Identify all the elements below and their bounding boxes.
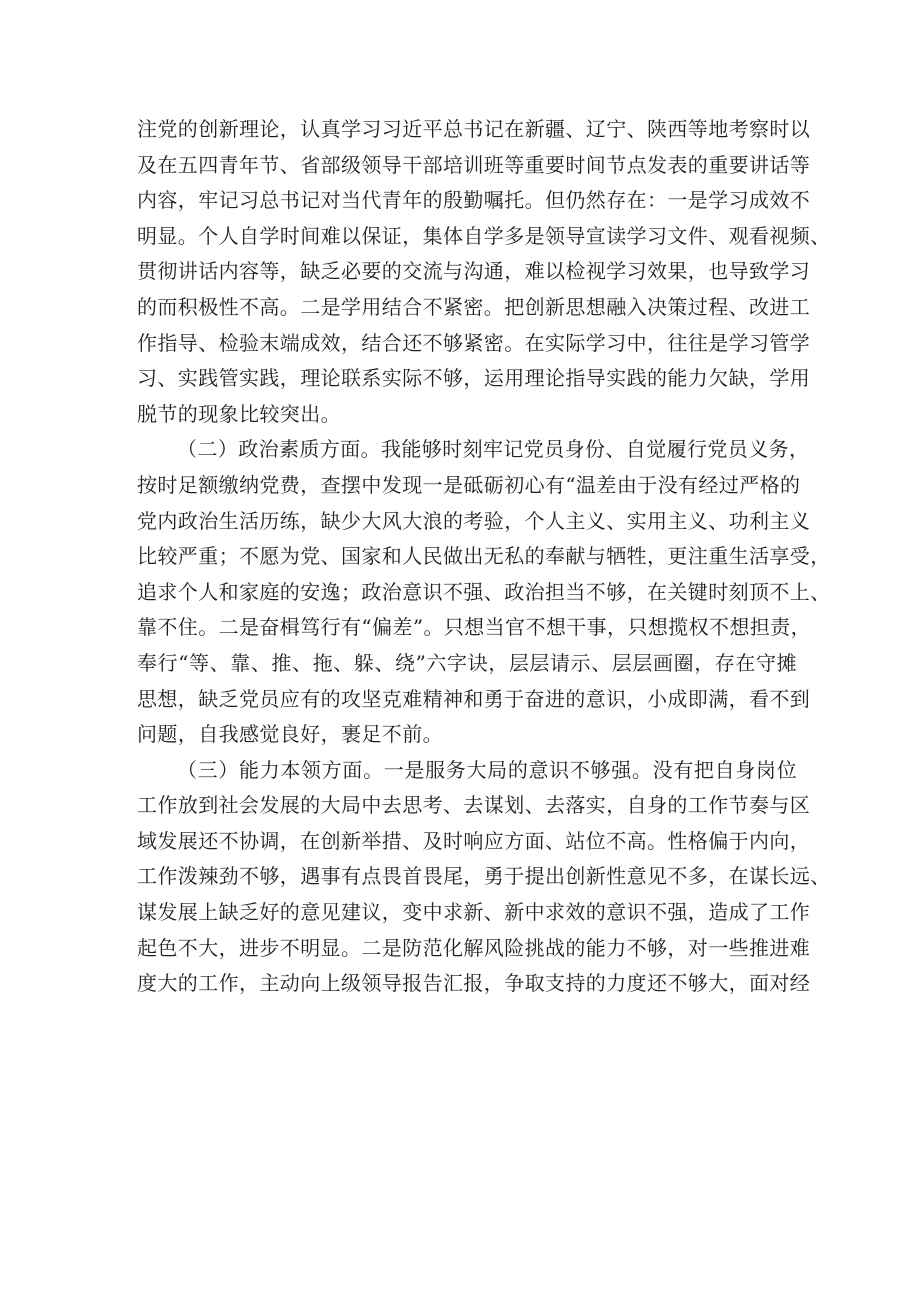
paragraph-line: 内容，牢记习总书记对当代青年的殷勤嘱托。但仍然存在：一是学习成效不 <box>137 188 811 213</box>
paragraph-line: 脱节的现象比较突出。 <box>137 401 341 426</box>
paragraph-study <box>137 112 831 432</box>
paragraph-line: 域发展还不协调，在创新举措、及时响应方面、站位不高。性格偏于内向， <box>137 828 811 853</box>
paragraph-line: 及在五四青年节、省部级领导干部培训班等重要时间节点发表的重要讲话等 <box>137 152 811 177</box>
paragraph-line: 作指导、检验末端成效，结合还不够紧密。在实际学习中，往往是学习管学 <box>137 330 811 355</box>
paragraph-line: 工作泼辣劲不够，遇事有点畏首畏尾，勇于提出创新性意见不多，在谋长远、 <box>137 864 831 889</box>
paragraph-line: 问题，自我感觉良好，裹足不前。 <box>137 722 443 747</box>
paragraph-line: 党内政治生活历练，缺少大风大浪的考验，个人主义、实用主义、功利主义 <box>137 508 811 533</box>
paragraph-line: 习、实践管实践，理论联系实际不够，运用理论指导实践的能力欠缺，学用 <box>137 366 811 391</box>
paragraph-line: 奉行“等、靠、推、拖、躲、绕”六字诀，层层请示、层层画圈，存在守摊 <box>137 650 797 675</box>
paragraph-line: 度大的工作，主动向上级领导报告汇报，争取支持的力度还不够大，面对经 <box>137 971 811 996</box>
paragraph-line: 明显。个人自学时间难以保证，集体自学多是领导宣读学习文件、观看视频、 <box>137 223 831 248</box>
paragraph-capability <box>137 753 831 1002</box>
paragraph-line: 贯彻讲话内容等，缺乏必要的交流与沟通，难以检视学习效果，也导致学习 <box>137 259 811 284</box>
paragraph-line: 按时足额缴纳党费，查摆中发现一是砥砺初心有“温差由于没有经过严格的 <box>137 472 801 497</box>
paragraph-line: 的而积极性不高。二是学用结合不紧密。把创新思想融入决策过程、改进工 <box>137 294 811 319</box>
paragraph-line: 注党的创新理论，认真学习习近平总书记在新疆、辽宁、陕西等地考察时以 <box>137 117 811 141</box>
paragraph-line: 起色不大，进步不明显。二是防范化解风险挑战的能力不够，对一些推进难 <box>137 935 811 960</box>
paragraph-line: 谋发展上缺乏好的意见建议，变中求新、新中求效的意识不强，造成了工作 <box>137 900 811 925</box>
paragraph-line: 靠不住。二是奋楫笃行有“偏差”。只想当官不想干事，只想揽权不想担责， <box>137 615 812 640</box>
paragraph-heading-line: （三）能力本领方面。一是服务大局的意识不够强。没有把自身岗位 <box>177 757 797 782</box>
paragraph-line: 比较严重；不愿为党、国家和人民做出无私的奉献与牺牲，更注重生活享受， <box>137 544 831 569</box>
paragraph-heading-line: （二）政治素质方面。我能够时刻牢记党员身份、自觉履行党员义务， <box>177 437 810 462</box>
paragraph-line: 工作放到社会发展的大局中去思考、去谋划、去落实，自身的工作节奏与区 <box>137 793 811 818</box>
paragraph-line: 思想，缺乏党员应有的攻坚克难精神和勇于奋进的意识，小成即满，看不到 <box>137 686 811 711</box>
paragraph-line: 追求个人和家庭的安逸；政治意识不强、政治担当不够，在关键时刻顶不上、 <box>137 579 831 604</box>
document-body <box>137 112 831 1002</box>
paragraph-political-quality <box>137 432 831 752</box>
